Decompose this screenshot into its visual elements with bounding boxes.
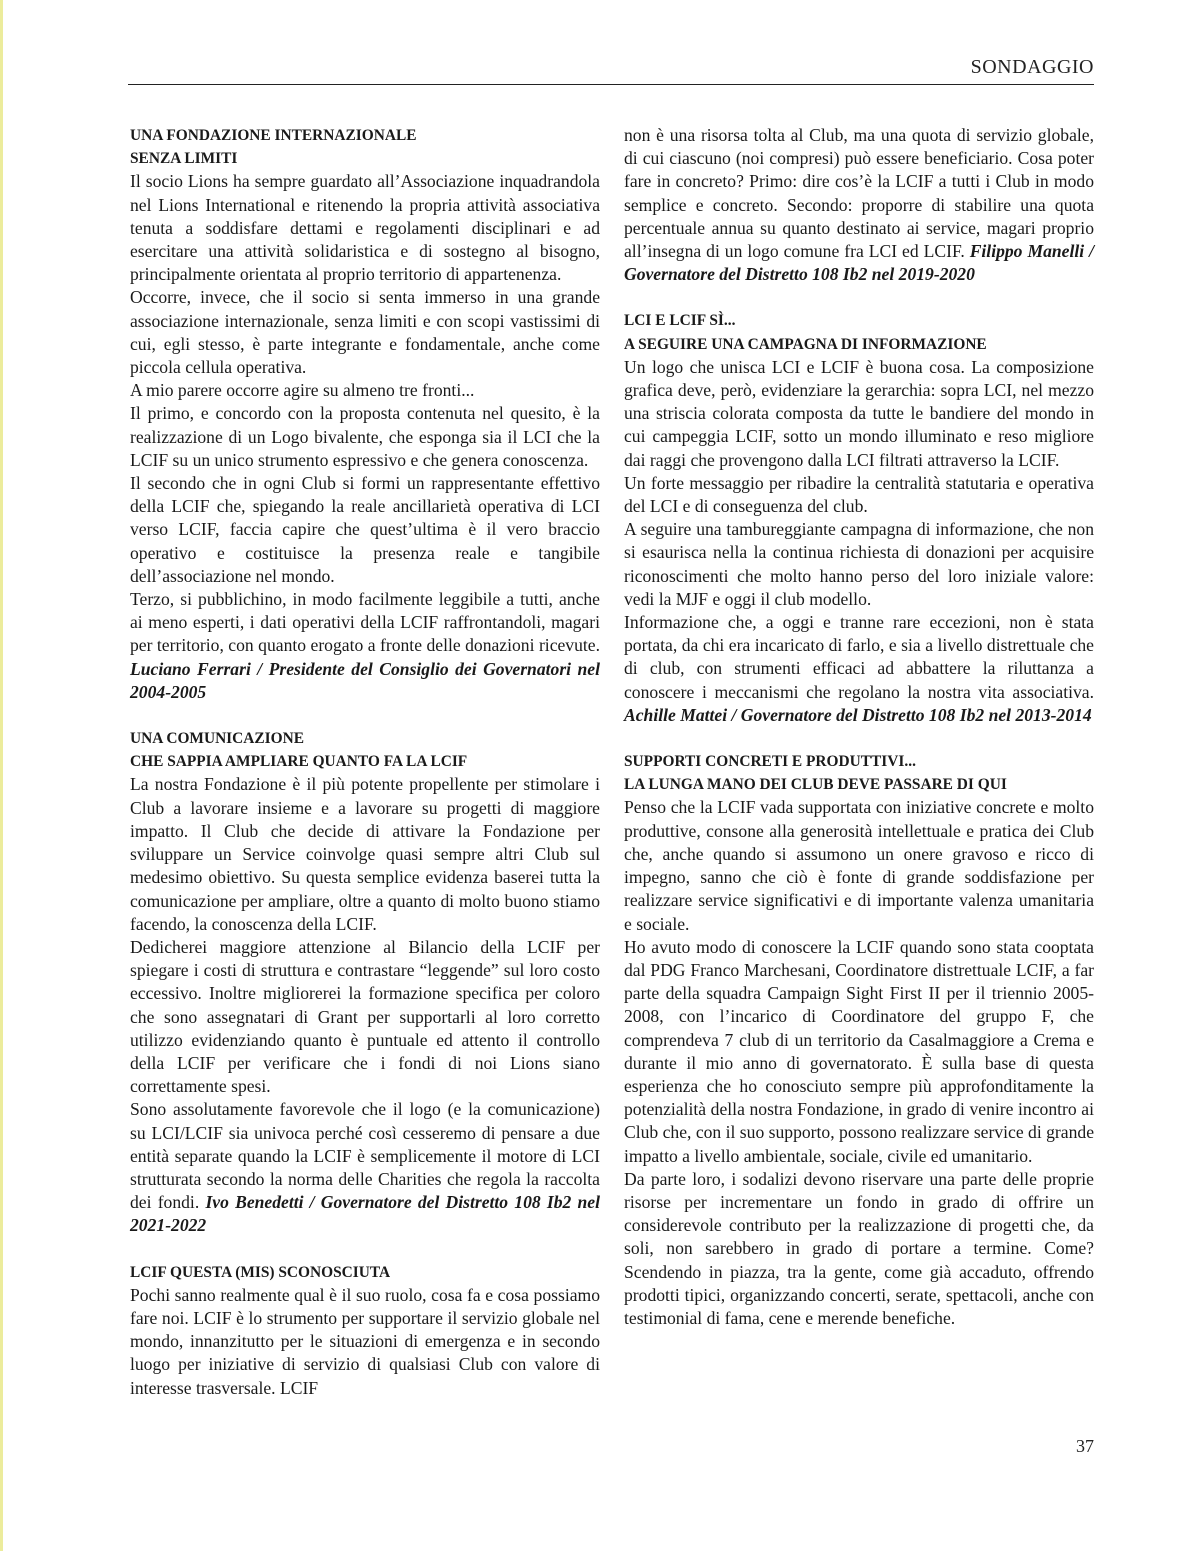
paragraph: Occorre, invece, che il socio si senta immerso in una grande associazione internazionale, senza limiti e con scopi vastissimi di cui, egli stesso, è parte integrante e fondamentale, anche come piccola cellula operativa. <box>130 287 600 378</box>
paragraph: Da parte loro, i sodalizi devono riservare una parte delle proprie risorse per incrementare un fondo in grado di offrire un considerevole contributo per la realizzazione di progetti che, da soli, non sarebbero in grado di portare a termine. Come? Scendendo in piazza, tra la gente, come già accaduto, offrendo prodotti tipici, organizzando concerti, serate, spettacoli, anche con testimonial di fama, cene e merende benefiche. <box>624 1168 1094 1328</box>
page-number: 37 <box>1076 1436 1094 1456</box>
paragraph: Pochi sanno realmente qual è il suo ruolo, cosa fa e cosa possiamo fare noi. LCIF è lo strumento per supportare il servizio globale nel mondo, innanzitutto per le situazioni di emergenza e in secondo luogo per iniziative di servizio di qualsiasi Club con valore di interesse trasversale. LCIF <box>130 1284 600 1398</box>
left-column <box>130 124 600 1400</box>
article-comunicazione <box>130 727 600 1237</box>
author-signature: Ivo Benedetti / Governatore del Distretto 108 Ib2 nel 2021-2022 <box>130 1192 600 1236</box>
article-supporti-concreti <box>624 750 1094 1330</box>
page-header <box>128 56 1094 85</box>
author-signature: Achille Mattei / Governatore del Distretto 108 Ib2 nel 2013-2014 <box>624 704 1092 725</box>
paragraph-with-signature: Terzo, si pubblichino, in modo facilmente leggibile a tutti, anche ai meno esperti, i dati operativi della LCIF raffrontandoli, magari per territorio, con quanto erogato a fronte delle donazioni ricevute. Luciano Ferrari / Presidente del Consiglio dei Governatori nel 2004-2005 <box>130 589 600 702</box>
article-heading: LCI E LCIF SÌ... A SEGUIRE UNA CAMPAGNA DI INFORMAZIONE <box>624 312 987 353</box>
paragraph: Il primo, e concordo con la proposta contenuta nel quesito, è la realizzazione di un Logo bivalente, che esponga sia il LCI che la LCIF su un unico strumento espressivo e che genera conoscenza. <box>130 403 600 470</box>
paragraph-with-signature: non è una risorsa tolta al Club, ma una quota di servizio globale, di cui ciascuno (noi compresi) può essere beneficiario. Cosa poter fare in concreto? Primo: dire cos’è la LCIF a tutti i Club in modo semplice e concreto. Secondo: proporre di stabilire una quota percentuale annua su quanto destinato ai service, magari proprio all’insegna di un logo comune fra LCI ed LCIF. Filippo Manelli / Governatore del Distretto 108 Ib2 nel 2019-2020 <box>624 125 1094 285</box>
paragraph: Ho avuto modo di conoscere la LCIF quando sono stata cooptata dal PDG Franco Marchesani, Coordinatore distrettuale LCIF, a far parte della squadra Campaign Sight First II per il triennio 2005-2008, con l’incarico di Coordinatore del gruppo F, che comprendeva 7 club di un territorio da Casalmaggiore a Crema e durante il mio anno di governatorato. È sulla base di questa esperienza che ho conosciuto sempre più approfonditamente la potenzialità della nostra Fondazione, in grado di venire incontro ai Club che, con il suo supporto, possono realizzare service di grande impatto a livello ambientale, sociale, civile ed umanitario. <box>624 936 1095 1166</box>
article-heading: SUPPORTI CONCRETI E PRODUTTIVI... LA LUNGA MANO DEI CLUB DEVE PASSARE DI QUI <box>624 753 1007 794</box>
paragraph: Un logo che unisca LCI e LCIF è buona cosa. La composizione grafica deve, però, evidenziare la gerarchia: sopra LCI, nel mezzo una striscia colorata composta da tutte le bandiere del mondo in cui campeggia LCIF, sotto un mondo illuminato e reso migliore dai raggi che provengono dalla LCI filtrati attraverso la LCIF. <box>624 356 1094 470</box>
paragraph: Il socio Lions ha sempre guardato all’Associazione inquadrandola nel Lions International e ritenendo la propria attività associativa tenuta a soddisfare dettami e regolamenti disciplinari e ad esercitare una attività solidaristica e di sostegno al bisogno, principalmente orientata al proprio territorio di appartenenza. <box>130 171 600 285</box>
article-heading: UNA FONDAZIONE INTERNAZIONALE SENZA LIMITI <box>130 127 417 168</box>
paragraph: La nostra Fondazione è il più potente propellente per stimolare i Club a lavorare insieme e a lavorare su progetti di maggiore impatto. Il Club che decide di attivare la Fondazione per sviluppare un Service coinvolge quasi sempre altri Club sul medesimo obiettivo. Su questa semplice evidenza baserei tutta la comunicazione per ampliare, oltre a quanto di molto buono stiamo facendo, la conoscenza della LCIF. <box>130 774 600 934</box>
article-lcif-sconosciuta <box>130 1261 600 1400</box>
paragraph-with-signature: Informazione che, a oggi e tranne rare eccezioni, non è stata portata, da chi era incaricato di farlo, e sia a livello distrettuale che di club, con strumenti efficaci ad abbattere la riluttanza a conoscere i meccanismi che regolano la nostra vita associativa. Achille Mattei / Governatore del Distretto 108 Ib2 nel 2013-2014 <box>624 612 1094 725</box>
paragraph: Il secondo che in ogni Club si formi un rappresentante effettivo della LCIF che, spiegando la reale ancillarietà operativa di LCI verso LCIF, faccia capire che quest’ultima è il vero braccio operativo e costituisce la presenza reale e tangibile dell’associazione nel mondo. <box>130 473 600 586</box>
article-lci-e-lcif <box>624 309 1094 727</box>
article-lcif-sconosciuta-continued <box>624 124 1094 286</box>
paragraph: Penso che la LCIF vada supportata con iniziative concrete e molto produttive, consone alla generosità intellettuale e pratica dei Club che, anche quando si assumono un onere gravoso e ricco di impegno, sanno che ciò è fonte di grande soddisfazione per realizzare service significativi e di importante valenza umanitaria e sociale. <box>624 797 1094 934</box>
article-heading: LCIF QUESTA (MIS) SCONOSCIUTA <box>130 1263 391 1281</box>
paragraph-with-signature: Sono assolutamente favorevole che il logo (e la comunicazione) su LCI/LCIF sia univoca perché così cesseremo di pensare a due entità separate quando la LCIF è semplicemente il motore di LCI strutturata secondo la norma delle Charities che regola la raccolta dei fondi. Ivo Benedetti / Governatore del Distretto 108 Ib2 nel 2021-2022 <box>130 1099 600 1236</box>
author-signature: Luciano Ferrari / Presidente del Consiglio dei Governatori nel 2004-2005 <box>130 658 600 702</box>
section-title: SONDAGGIO <box>970 56 1094 78</box>
paragraph: A seguire una tambureggiante campagna di informazione, che non si esaurisca nella la continua richiesta di donazioni per acquisire riconoscimenti che molto hanno perso del loro iniziale valore: vedi la MJF e oggi il club modello. <box>624 519 1094 609</box>
paragraph: Dedicherei maggiore attenzione al Bilancio della LCIF per spiegare i costi di struttura e contrastare “leggende” sul loro costo eccessivo. Inoltre migliorerei la formazione specifica per coloro che sono assegnatari di Grant per supportarli al loro corretto utilizzo evidenziando quanto è puntuale ed attento il controllo della LCIF per verificare che i fondi di noi Lions siano correttamente spesi. <box>130 936 600 1097</box>
paragraph: A mio parere occorre agire su almeno tre fronti... <box>130 380 475 401</box>
page-margin-strip <box>0 0 3 1551</box>
article-heading: UNA COMUNICAZIONE CHE SAPPIA AMPLIARE QUANTO FA LA LCIF <box>130 730 468 771</box>
article-fondazione-internazionale <box>130 124 600 704</box>
right-column <box>624 124 1094 1330</box>
author-signature: Filippo Manelli / Governatore del Distretto 108 Ib2 nel 2019-2020 <box>624 241 1094 285</box>
paragraph: Un forte messaggio per ribadire la centralità statutaria e operativa del LCI e di conseguenza del club. <box>624 472 1094 517</box>
